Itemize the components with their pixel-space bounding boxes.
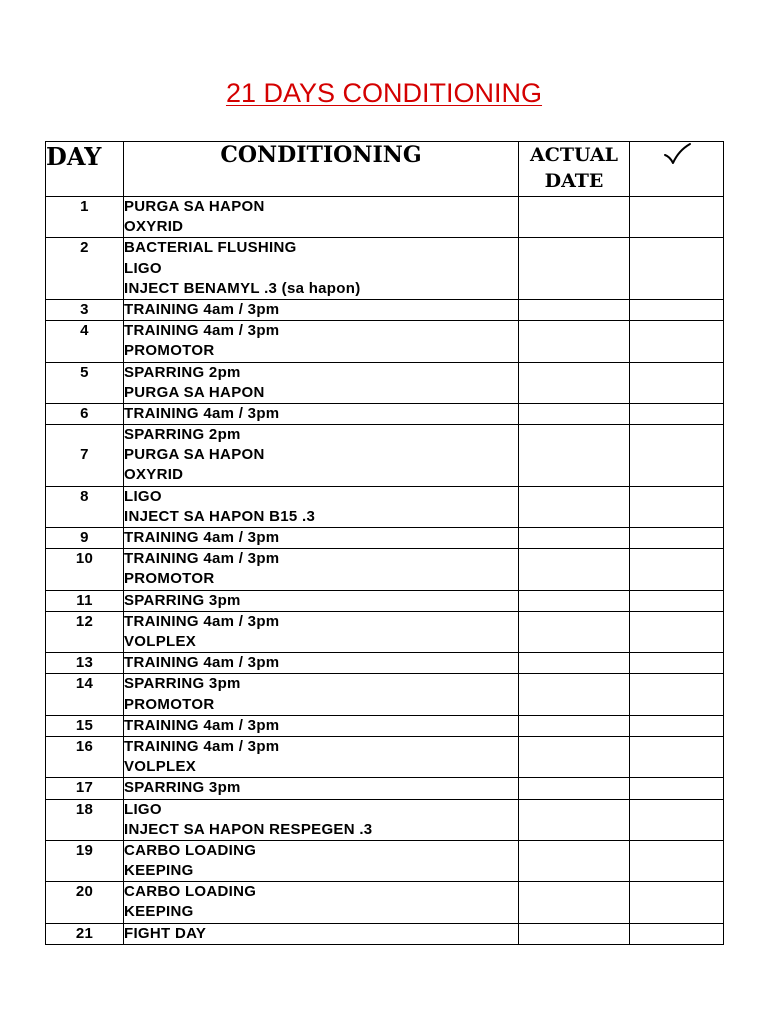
check-cell[interactable] [630,299,724,320]
day-number: 11 [46,590,124,611]
actual-date-cell[interactable] [519,486,630,527]
actual-date-cell[interactable] [519,715,630,736]
conditioning-cell [124,611,519,652]
conditioning-line: CARBO LOADING [124,841,257,859]
header-actual-date [519,142,630,197]
table-row [46,362,724,403]
check-cell[interactable] [630,674,724,715]
check-cell[interactable] [630,590,724,611]
conditioning-cell [124,674,519,715]
conditioning-cell [124,362,519,403]
day-number: 5 [46,362,124,403]
conditioning-line: SPARRING 3pm [124,779,241,797]
conditioning-line: PROMOTOR [124,570,215,588]
check-cell[interactable] [630,238,724,300]
day-number: 9 [46,528,124,549]
table-row [46,486,724,527]
actual-date-cell[interactable] [519,674,630,715]
day-number: 12 [46,611,124,652]
table-row [46,611,724,652]
conditioning-line: TRAINING 4am / 3pm [124,404,280,422]
table-row [46,528,724,549]
header-actual-date-line1: ACTUAL [529,144,619,166]
conditioning-cell [124,299,519,320]
check-cell[interactable] [630,653,724,674]
conditioning-cell [124,238,519,300]
conditioning-line: TRAINING 4am / 3pm [124,529,280,547]
day-number: 19 [46,840,124,881]
table-row [46,321,724,362]
check-cell[interactable] [630,840,724,881]
actual-date-cell[interactable] [519,403,630,424]
conditioning-line: SPARRING 2pm [124,426,241,444]
table-row [46,197,724,238]
conditioning-line: PURGA SA HAPON [124,198,265,215]
actual-date-cell[interactable] [519,362,630,403]
day-number: 4 [46,321,124,362]
header-check [630,142,724,197]
table-row [46,238,724,300]
conditioning-line: CARBO LOADING [124,883,257,901]
conditioning-cell [124,321,519,362]
table-row [46,715,724,736]
conditioning-table [45,141,724,945]
checkmark-icon [662,142,692,166]
day-number: 1 [46,197,124,238]
actual-date-cell[interactable] [519,799,630,840]
conditioning-cell [124,528,519,549]
actual-date-cell[interactable] [519,840,630,881]
conditioning-cell [124,486,519,527]
check-cell[interactable] [630,425,724,487]
table-row [46,778,724,799]
actual-date-cell[interactable] [519,923,630,944]
check-cell[interactable] [630,778,724,799]
header-actual-date-line2: DATE [544,170,604,192]
conditioning-line: BACTERIAL FLUSHING [124,239,297,257]
check-cell[interactable] [630,715,724,736]
day-number: 14 [46,674,124,715]
conditioning-line: INJECT SA HAPON B15 .3 [124,507,316,525]
conditioning-cell [124,778,519,799]
actual-date-cell[interactable] [519,778,630,799]
check-cell[interactable] [630,736,724,777]
check-cell[interactable] [630,799,724,840]
actual-date-cell[interactable] [519,197,630,238]
conditioning-line: KEEPING [124,903,194,921]
check-cell[interactable] [630,611,724,652]
conditioning-cell [124,715,519,736]
conditioning-line: TRAINING 4am / 3pm [124,322,280,340]
actual-date-cell[interactable] [519,736,630,777]
actual-date-cell[interactable] [519,549,630,590]
conditioning-line: INJECT SA HAPON RESPEGEN .3 [124,820,373,838]
conditioning-line: TRAINING 4am / 3pm [124,716,280,734]
day-number: 7 [46,425,124,487]
actual-date-cell[interactable] [519,590,630,611]
table-row [46,403,724,424]
check-cell[interactable] [630,528,724,549]
conditioning-line: VOLPLEX [124,633,197,650]
table-row [46,549,724,590]
check-cell[interactable] [630,362,724,403]
conditioning-line: SPARRING 2pm [124,363,241,381]
conditioning-line: SPARRING 3pm [124,675,241,693]
day-number: 17 [46,778,124,799]
conditioning-cell [124,590,519,611]
conditioning-cell [124,840,519,881]
table-row [46,653,724,674]
day-number: 20 [46,882,124,923]
conditioning-line: LIGO [124,487,162,505]
header-row [46,142,724,197]
actual-date-cell[interactable] [519,425,630,487]
conditioning-line: TRAINING 4am / 3pm [124,550,280,568]
check-cell[interactable] [630,486,724,527]
conditioning-line: PROMOTOR [124,695,215,713]
conditioning-line: LIGO [124,800,162,818]
document-title: 21 DAYS CONDITIONING [225,78,543,108]
conditioning-line: SPARRING 3pm [124,591,241,609]
conditioning-line: KEEPING [124,862,194,880]
check-cell[interactable] [630,197,724,238]
conditioning-line: OXYRID [124,218,184,236]
table-row [46,736,724,777]
conditioning-line: INJECT BENAMYL .3 (sa hapon) [124,279,361,297]
conditioning-line: PURGA SA HAPON [124,446,265,464]
conditioning-line: TRAINING 4am / 3pm [124,737,280,755]
check-cell[interactable] [630,403,724,424]
table-row [46,923,724,944]
conditioning-cell [124,799,519,840]
conditioning-cell [124,736,519,777]
conditioning-cell [124,425,519,487]
conditioning-cell [124,653,519,674]
conditioning-cell [124,403,519,424]
header-conditioning: CONDITIONING [124,142,519,197]
check-cell[interactable] [630,321,724,362]
day-number: 2 [46,238,124,300]
day-number: 6 [46,403,124,424]
conditioning-line: PROMOTOR [124,342,215,360]
day-number: 15 [46,715,124,736]
actual-date-cell[interactable] [519,653,630,674]
conditioning-cell [124,549,519,590]
conditioning-cell [124,197,519,238]
actual-date-cell[interactable] [519,528,630,549]
table-row [46,299,724,320]
conditioning-line: OXYRID [124,466,184,484]
day-number: 3 [46,299,124,320]
day-number: 10 [46,549,124,590]
table-row [46,840,724,881]
actual-date-cell[interactable] [519,238,630,300]
table-row [46,674,724,715]
actual-date-cell[interactable] [519,611,630,652]
check-cell[interactable] [630,549,724,590]
actual-date-cell[interactable] [519,299,630,320]
table-row [46,425,724,487]
conditioning-line: TRAINING 4am / 3pm [124,612,280,630]
conditioning-line: PURGA SA HAPON [124,383,265,401]
table-row [46,882,724,923]
conditioning-line: TRAINING 4am / 3pm [124,300,280,318]
conditioning-line: TRAINING 4am / 3pm [124,654,280,672]
check-cell[interactable] [630,923,724,944]
conditioning-cell [124,923,519,944]
day-number: 18 [46,799,124,840]
day-number: 21 [46,923,124,944]
table-row [46,799,724,840]
actual-date-cell[interactable] [519,321,630,362]
day-number: 16 [46,736,124,777]
conditioning-line: FIGHT DAY [124,924,207,942]
conditioning-cell [124,882,519,923]
day-number: 8 [46,486,124,527]
header-day: DAY [46,142,124,197]
day-number: 13 [46,653,124,674]
check-cell[interactable] [630,882,724,923]
table-row [46,590,724,611]
actual-date-cell[interactable] [519,882,630,923]
conditioning-line: VOLPLEX [124,758,197,776]
conditioning-line: LIGO [124,259,162,277]
